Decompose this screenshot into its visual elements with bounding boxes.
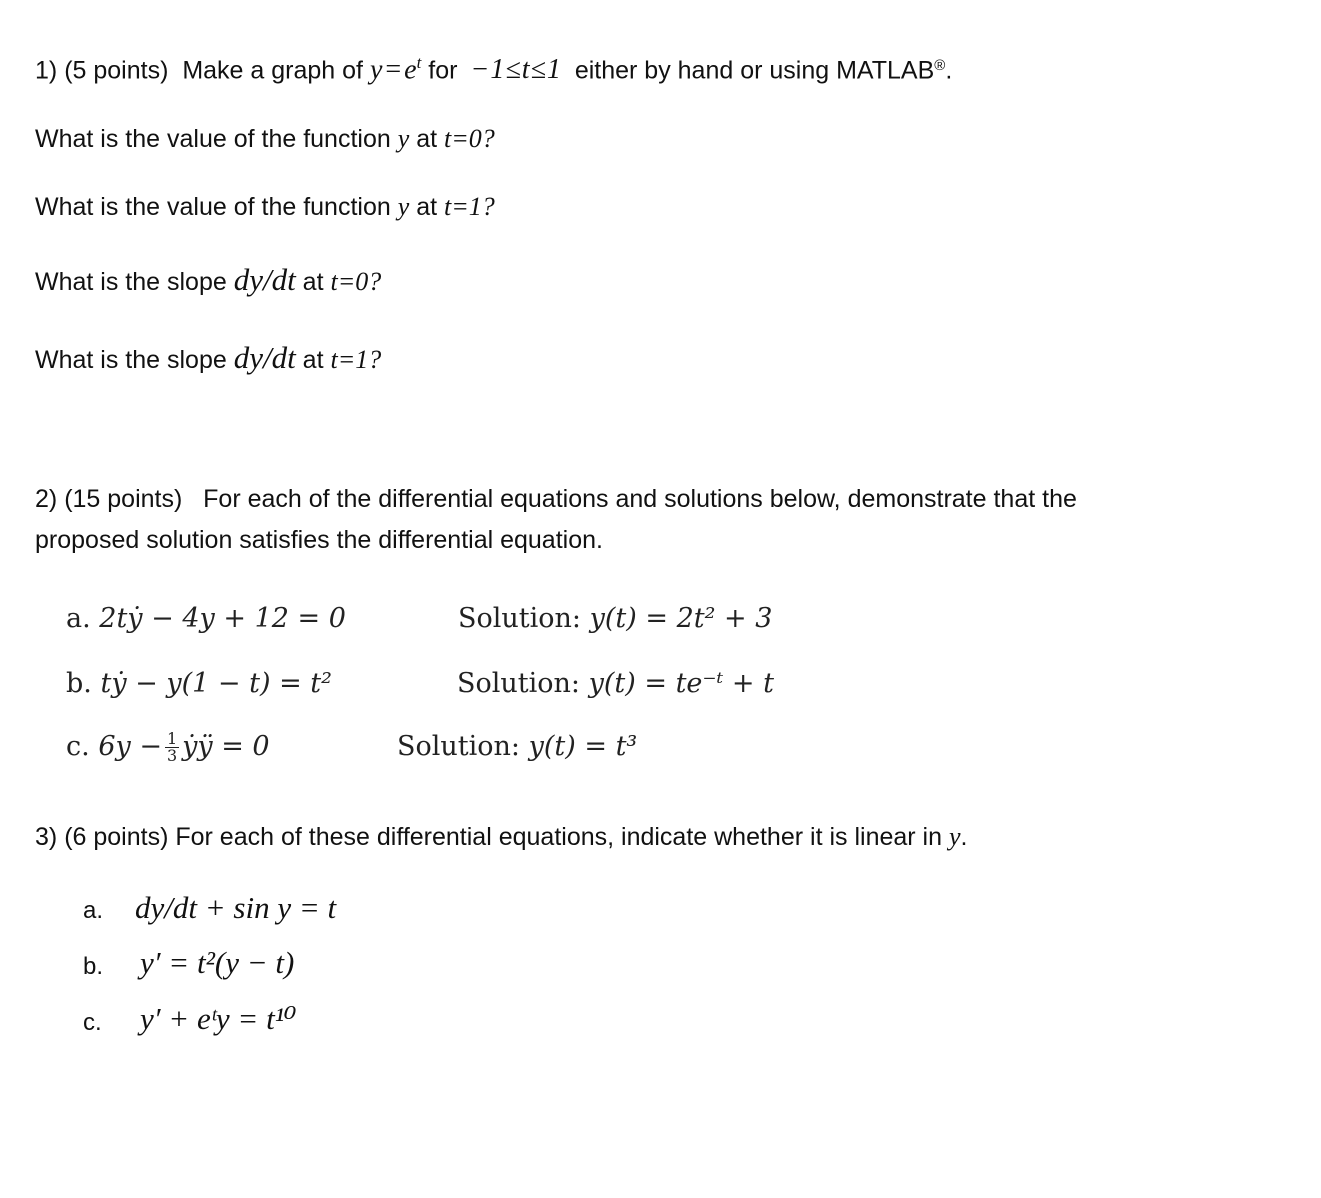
q2-solution-b (457, 668, 774, 700)
q1-tail: either by hand or using MATLAB (574, 56, 935, 85)
q2-solution-label: Solution: (458, 603, 582, 634)
q2-item-label: a. (66, 603, 91, 634)
q1-question-cond: t=1? (330, 345, 382, 374)
q1-number: 1) (35, 56, 58, 85)
q1-question-at: at (302, 268, 324, 296)
q2-item-equation-left: 6y − (98, 731, 162, 762)
q1-question-prefix: What is the slope (35, 346, 227, 374)
q3-item-c-label: c. (83, 1009, 102, 1036)
q1-question-var: y (397, 124, 410, 153)
q3-item-b-equation: y′ = t²(y − t) (140, 945, 295, 980)
q2-solution-a (458, 603, 772, 635)
q2-item-label: b. (66, 668, 92, 699)
q2-heading (35, 479, 1237, 520)
q1-question-1 (35, 124, 495, 154)
registered-mark: ® (934, 57, 946, 74)
q2-solution: y(t) = te⁻ᵗ + t (588, 668, 774, 699)
q2-solution: y(t) = t³ (528, 731, 638, 762)
q1-question-at: at (416, 125, 438, 153)
q1-question-2 (35, 192, 495, 222)
q2-solution-label: Solution: (457, 668, 581, 699)
q1-question-at: at (416, 193, 438, 221)
q2-text-line1: For each of the differential equations and solutions below, demonstrate that the (203, 485, 1077, 513)
q1-question-prefix: What is the value of the function (35, 125, 391, 153)
q1-points: (5 points) (64, 56, 169, 85)
q3-var: y (948, 822, 961, 851)
q3-text: For each of these differential equations, indicate whether it is linear in (175, 823, 943, 851)
q2-text-line2: proposed solution satisfies the differential equation. (35, 526, 603, 554)
q1-lead: Make a graph of (182, 56, 363, 85)
q3-period: . (960, 823, 968, 851)
q3-number: 3) (35, 823, 58, 851)
q1-period: . (945, 56, 953, 85)
q2-item-label: c. (66, 731, 90, 762)
q2-item-c (66, 731, 270, 764)
q1-math-y: y (369, 54, 383, 86)
q2-solution: y(t) = 2t² + 3 (589, 603, 773, 634)
q1-math-e: e (404, 54, 417, 86)
q1-question-prefix: What is the value of the function (35, 193, 391, 221)
q1-question-cond: t=0? (330, 267, 382, 296)
q3-heading (35, 822, 967, 852)
q2-points: (15 points) (64, 485, 183, 513)
fraction-denominator: 3 (166, 746, 178, 765)
q1-question-var: y (397, 192, 410, 221)
q3-points: (6 points) (64, 823, 169, 851)
fraction (165, 731, 179, 764)
q1-question-cond: t=1? (444, 192, 495, 221)
q1-range: −1≤t≤1 (470, 54, 562, 86)
q2-solution-c (397, 731, 637, 763)
q1-for: for (428, 56, 458, 85)
q2-item-equation: tẏ − y(1 − t) = t² (100, 668, 332, 699)
q1-math-t-sup: t (416, 53, 422, 73)
q3-item-a-equation: dy/dt + sin y = t (135, 890, 337, 925)
q2-solution-label: Solution: (397, 731, 521, 762)
q1-question-var: dy/dt (233, 340, 296, 375)
q1-question-4 (35, 340, 382, 375)
q1-question-var: dy/dt (233, 262, 296, 297)
q2-item-a (66, 603, 346, 635)
q1-math-eq: = (385, 54, 402, 86)
q2-item-equation-right: ẏÿ = 0 (182, 731, 270, 762)
q2-number: 2) (35, 485, 58, 513)
q3-item-a-label: a. (83, 897, 104, 924)
q1-question-prefix: What is the slope (35, 268, 227, 296)
q1-question-3 (35, 262, 382, 297)
q1-heading (35, 51, 952, 85)
fraction-numerator: 1 (166, 729, 178, 748)
q2-item-equation: 2tẏ − 4y + 12 = 0 (99, 603, 346, 634)
q1-question-cond: t=0? (444, 124, 495, 153)
q3-item-c-equation: y′ + eᵗy = t¹⁰ (140, 1001, 297, 1036)
q1-question-at: at (302, 346, 324, 374)
q3-item-b-label: b. (83, 953, 104, 980)
q2-item-b (66, 668, 332, 700)
